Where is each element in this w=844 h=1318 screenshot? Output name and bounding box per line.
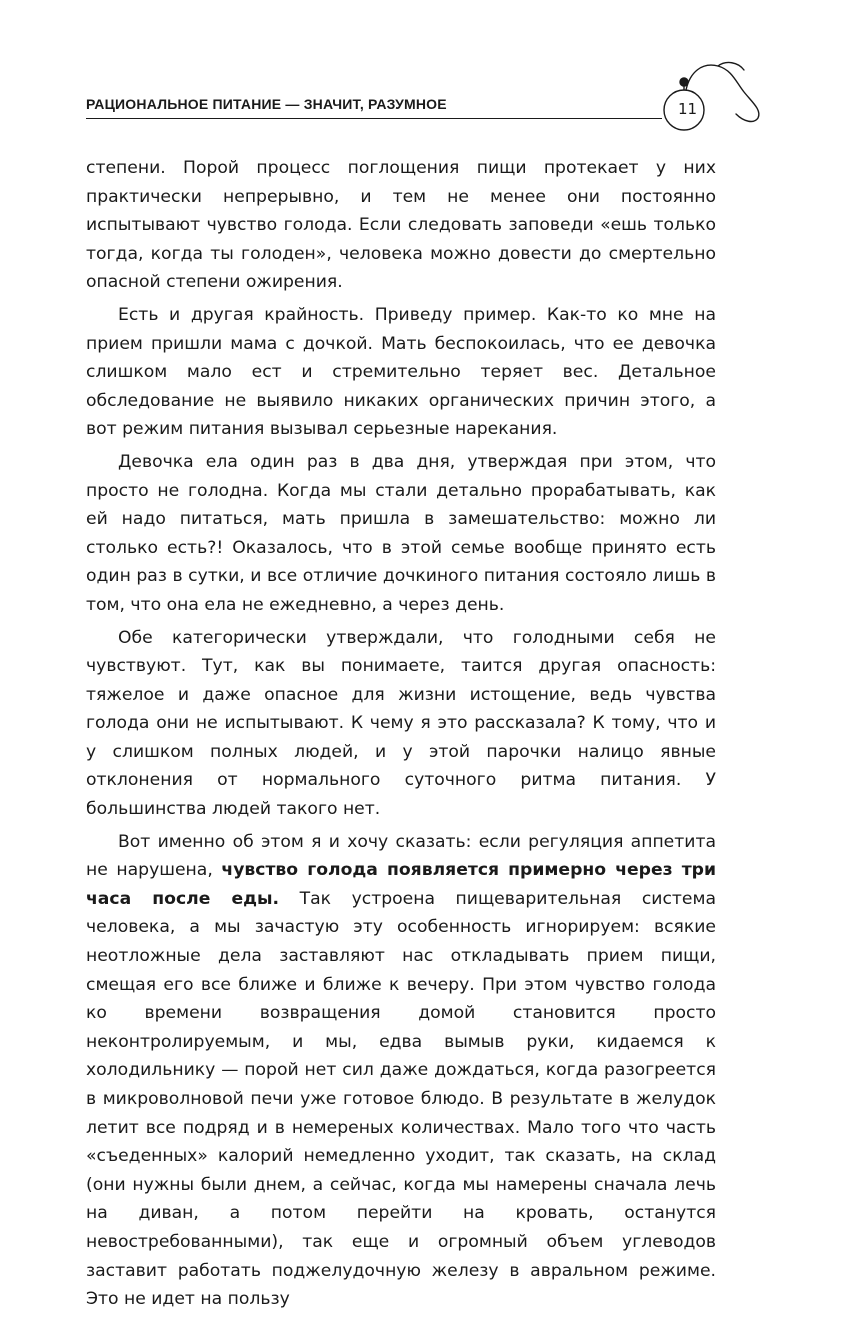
emphasis-text: чувство голода появляется примерно через три часа после еды. [86, 860, 717, 909]
stethoscope-icon [640, 52, 770, 142]
paragraph [86, 828, 716, 1314]
paragraph: Девочка ела один раз в два дня, утверждая при этом, что просто не голодна. Когда мы стали детально прорабатывать, как ей надо питаться, мать пришла в замешательство: можно ли столько есть?! Оказалось, что в этой семье вообще принято есть один раз в сутки, и все отличие дочкиного питания состояло лишь в том, что она ела не ежедневно, а через день. [86, 451, 716, 615]
body-text [86, 154, 716, 1318]
paragraph-text: Вот именно об этом я и хочу сказать: если регуляция аппетита не нарушена, [86, 831, 716, 881]
paragraph: Обе категорически утверждали, что голодными себя не чувствуют. Тут, как вы понимаете, таится другая опасность: тяжелое и даже опасное для жизни истощение, ведь чувства голода они не испытывают. К чему я это рассказала? К тому, что и у слишком полных людей, и у этой парочки налицо явные отклонения от нормального суточного ритма питания. У большинства людей такого нет. [86, 627, 716, 820]
paragraph-text: Так устроена пищеварительная система человека, а мы зачастую эту особенность игнорируем: всякие неотложные дела заставляют нас откладывать прием пищи, смещая его все ближе и ближе к вечеру. При этом чувство голода ко времени возвращения домой становится просто неконтролируемым, и мы, едва вымыв руки, кидаемся к холодильнику — порой нет сил даже дождаться, когда разогреется в микроволновой печи уже готовое блюдо. В результате в желудок летит все подряд и в немереных количествах. Мало того что часть «съеденных» калорий немедленно уходит, так сказать, на склад (они нужны были днем, а сейчас, когда мы намерены сначала лечь на диван, а потом перейти на кровать, останутся невостребованными), так еще и огромный объем углеводов заставит работать поджелудочную железу в авральном режиме. Это не идет на пользу [86, 888, 716, 1310]
header-rule [86, 118, 662, 119]
page-number: 11 [678, 100, 698, 118]
running-head-title: РАЦИОНАЛЬНОЕ ПИТАНИЕ — ЗНАЧИТ, РАЗУМНОЕ [86, 96, 447, 112]
paragraph: Есть и другая крайность. Приведу пример. Как-то ко мне на прием пришли мама с дочкой. Мать беспокоилась, что ее девочка слишком мало ест и стремительно теряет вес. Детальное обследование не выявило никаких органических причин этого, а вот режим питания вызывал серьезные нарекания. [86, 304, 716, 440]
paragraph: степени. Порой процесс поглощения пищи протекает у них практически непрерывно, и тем не менее они постоянно испытывают чувство голода. Если следовать заповеди «ешь только тогда, когда ты голоден», человека можно довести до смертельно опасной степени ожирения. [86, 158, 716, 293]
